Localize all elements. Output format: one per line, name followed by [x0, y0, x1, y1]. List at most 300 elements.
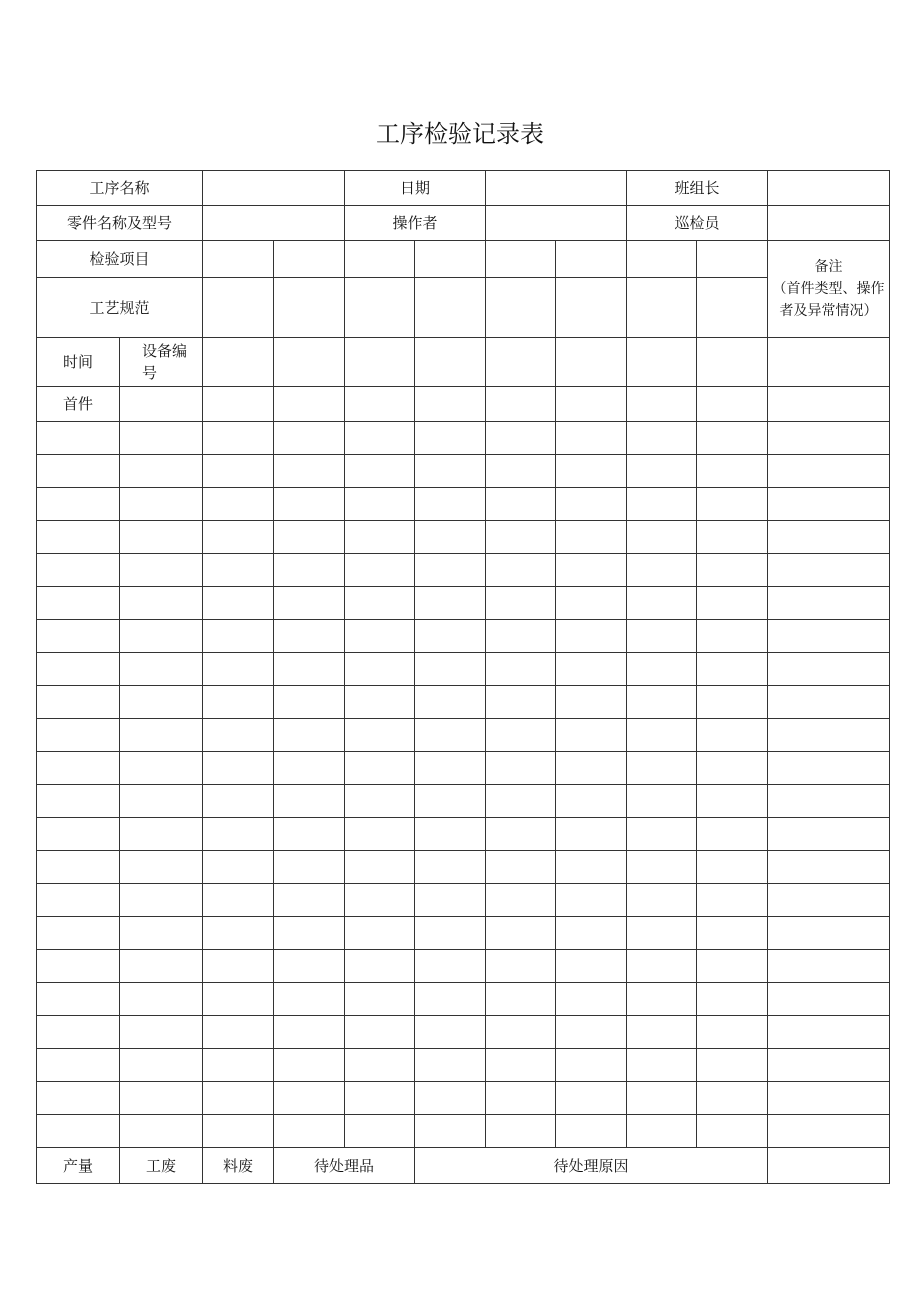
table-cell[interactable] — [556, 851, 627, 884]
team-leader-field[interactable] — [768, 171, 890, 206]
table-cell[interactable] — [120, 521, 203, 554]
footer-blank-cell[interactable] — [768, 1148, 890, 1184]
table-cell[interactable] — [697, 950, 768, 983]
table-cell[interactable] — [415, 422, 486, 455]
inspector-label: 巡检员 — [627, 206, 768, 241]
table-cell[interactable] — [415, 1115, 486, 1148]
table-cell[interactable] — [37, 1049, 120, 1082]
table-cell[interactable] — [203, 785, 274, 818]
time-equipment-row — [37, 338, 890, 387]
process-spec-cell[interactable] — [556, 278, 627, 338]
table-cell[interactable] — [697, 917, 768, 950]
table-cell[interactable] — [37, 1082, 120, 1115]
inspection-item-row — [37, 241, 890, 278]
table-cell[interactable] — [203, 884, 274, 917]
table-cell[interactable] — [768, 455, 890, 488]
table-cell[interactable] — [556, 620, 627, 653]
table-cell[interactable] — [486, 1115, 556, 1148]
inspection-item-cell[interactable] — [627, 241, 697, 278]
table-cell[interactable] — [37, 587, 120, 620]
table-cell[interactable] — [37, 554, 120, 587]
inspection-item-cell[interactable] — [556, 241, 627, 278]
table-cell[interactable] — [486, 422, 556, 455]
table-cell[interactable] — [274, 554, 345, 587]
table-cell[interactable] — [274, 950, 345, 983]
table-cell[interactable] — [768, 1049, 890, 1082]
table-cell[interactable] — [37, 422, 120, 455]
table-cell[interactable] — [768, 554, 890, 587]
table-cell[interactable] — [120, 983, 203, 1016]
date-field[interactable] — [486, 171, 627, 206]
table-cell[interactable] — [697, 620, 768, 653]
table-cell[interactable] — [627, 338, 697, 387]
table-cell[interactable] — [556, 983, 627, 1016]
table-cell[interactable] — [697, 686, 768, 719]
table-cell[interactable] — [274, 1115, 345, 1148]
table-cell[interactable] — [203, 554, 274, 587]
table-cell[interactable] — [697, 653, 768, 686]
table-cell[interactable] — [120, 719, 203, 752]
table-cell[interactable] — [274, 1082, 345, 1115]
table-cell[interactable] — [768, 917, 890, 950]
table-cell[interactable] — [556, 455, 627, 488]
table-cell[interactable] — [274, 818, 345, 851]
table-cell[interactable] — [203, 950, 274, 983]
table-cell[interactable] — [697, 587, 768, 620]
table-cell[interactable] — [627, 884, 697, 917]
table-cell[interactable] — [274, 338, 345, 387]
table-cell[interactable] — [203, 851, 274, 884]
table-cell[interactable] — [415, 554, 486, 587]
table-cell[interactable] — [486, 950, 556, 983]
table-cell[interactable] — [120, 653, 203, 686]
table-cell[interactable] — [120, 917, 203, 950]
table-cell[interactable] — [768, 521, 890, 554]
table-cell[interactable] — [120, 587, 203, 620]
process-spec-row — [37, 278, 890, 338]
inspection-item-label: 检验项目 — [37, 241, 203, 278]
table-cell[interactable] — [627, 587, 697, 620]
table-cell[interactable] — [415, 884, 486, 917]
table-cell[interactable] — [345, 752, 415, 785]
table-cell[interactable] — [486, 686, 556, 719]
table-cell[interactable] — [37, 1115, 120, 1148]
table-cell[interactable] — [203, 983, 274, 1016]
table-cell[interactable] — [627, 488, 697, 521]
table-cell[interactable] — [415, 387, 486, 422]
table-cell[interactable] — [556, 1115, 627, 1148]
table-cell[interactable] — [345, 1115, 415, 1148]
table-cell[interactable] — [345, 884, 415, 917]
inspection-item-cell[interactable] — [345, 241, 415, 278]
table-cell[interactable] — [203, 818, 274, 851]
table-cell[interactable] — [768, 653, 890, 686]
table-cell[interactable] — [345, 488, 415, 521]
process-name-field[interactable] — [203, 171, 345, 206]
record-row — [37, 587, 890, 620]
table-cell[interactable] — [274, 422, 345, 455]
table-cell[interactable] — [768, 950, 890, 983]
table-cell[interactable] — [345, 1082, 415, 1115]
table-cell[interactable] — [345, 785, 415, 818]
table-cell[interactable] — [486, 387, 556, 422]
table-cell[interactable] — [486, 917, 556, 950]
table-cell[interactable] — [274, 983, 345, 1016]
table-cell[interactable] — [37, 818, 120, 851]
table-cell[interactable] — [556, 554, 627, 587]
process-spec-cell[interactable] — [274, 278, 345, 338]
table-cell[interactable] — [556, 422, 627, 455]
table-cell[interactable] — [486, 752, 556, 785]
table-cell[interactable] — [203, 917, 274, 950]
table-cell[interactable] — [486, 1049, 556, 1082]
table-cell[interactable] — [274, 488, 345, 521]
table-cell[interactable] — [274, 884, 345, 917]
table-cell[interactable] — [37, 983, 120, 1016]
table-cell[interactable] — [627, 983, 697, 1016]
table-cell[interactable] — [768, 785, 890, 818]
table-cell[interactable] — [120, 422, 203, 455]
table-cell[interactable] — [37, 653, 120, 686]
table-cell[interactable] — [274, 387, 345, 422]
inspection-item-cell[interactable] — [415, 241, 486, 278]
table-cell[interactable] — [697, 1115, 768, 1148]
table-cell[interactable] — [627, 455, 697, 488]
table-cell[interactable] — [274, 719, 345, 752]
table-cell[interactable] — [415, 1082, 486, 1115]
table-cell[interactable] — [627, 818, 697, 851]
table-cell[interactable] — [486, 554, 556, 587]
table-cell[interactable] — [486, 620, 556, 653]
table-cell[interactable] — [203, 521, 274, 554]
table-cell[interactable] — [627, 1082, 697, 1115]
table-cell[interactable] — [274, 1049, 345, 1082]
table-cell[interactable] — [274, 521, 345, 554]
table-cell[interactable] — [556, 587, 627, 620]
table-cell[interactable] — [345, 422, 415, 455]
table-cell[interactable] — [415, 1016, 486, 1049]
table-cell[interactable] — [274, 620, 345, 653]
table-cell[interactable] — [627, 521, 697, 554]
table-cell[interactable] — [768, 1082, 890, 1115]
table-cell[interactable] — [768, 983, 890, 1016]
table-cell[interactable] — [37, 950, 120, 983]
table-cell[interactable] — [415, 950, 486, 983]
table-cell[interactable] — [556, 950, 627, 983]
table-cell[interactable] — [120, 785, 203, 818]
operator-field[interactable] — [486, 206, 627, 241]
table-cell[interactable] — [203, 653, 274, 686]
table-cell[interactable] — [120, 1016, 203, 1049]
table-cell[interactable] — [486, 521, 556, 554]
table-cell[interactable] — [627, 917, 697, 950]
table-cell[interactable] — [627, 1115, 697, 1148]
table-cell[interactable] — [120, 884, 203, 917]
table-cell[interactable] — [627, 1016, 697, 1049]
table-cell[interactable] — [415, 1049, 486, 1082]
table-cell[interactable] — [37, 719, 120, 752]
table-cell[interactable] — [415, 917, 486, 950]
table-cell[interactable] — [274, 653, 345, 686]
table-cell[interactable] — [768, 686, 890, 719]
table-cell[interactable] — [697, 1049, 768, 1082]
table-cell[interactable] — [768, 338, 890, 387]
table-cell[interactable] — [415, 488, 486, 521]
table-cell[interactable] — [556, 338, 627, 387]
table-cell[interactable] — [203, 587, 274, 620]
table-cell[interactable] — [697, 521, 768, 554]
table-cell[interactable] — [627, 620, 697, 653]
table-cell[interactable] — [627, 554, 697, 587]
table-cell[interactable] — [697, 338, 768, 387]
table-cell[interactable] — [627, 387, 697, 422]
table-cell[interactable] — [486, 1016, 556, 1049]
table-cell[interactable] — [345, 917, 415, 950]
table-cell[interactable] — [274, 455, 345, 488]
table-cell[interactable] — [37, 752, 120, 785]
table-cell[interactable] — [37, 488, 120, 521]
table-cell[interactable] — [203, 1049, 274, 1082]
table-cell[interactable] — [37, 1016, 120, 1049]
table-cell[interactable] — [345, 387, 415, 422]
table-cell[interactable] — [345, 1016, 415, 1049]
table-cell[interactable] — [697, 785, 768, 818]
table-cell[interactable] — [415, 521, 486, 554]
table-cell[interactable] — [345, 521, 415, 554]
table-cell[interactable] — [203, 752, 274, 785]
table-cell[interactable] — [415, 338, 486, 387]
table-cell[interactable] — [415, 752, 486, 785]
table-cell[interactable] — [556, 719, 627, 752]
table-cell[interactable] — [556, 1016, 627, 1049]
table-cell[interactable] — [486, 488, 556, 521]
table-cell[interactable] — [627, 851, 697, 884]
table-cell[interactable] — [37, 785, 120, 818]
record-row — [37, 1082, 890, 1115]
table-cell[interactable] — [345, 587, 415, 620]
table-cell[interactable] — [556, 488, 627, 521]
table-cell[interactable] — [203, 1115, 274, 1148]
table-cell[interactable] — [120, 950, 203, 983]
inspection-item-cell[interactable] — [203, 241, 274, 278]
first-piece-label: 首件 — [37, 387, 120, 422]
table-cell[interactable] — [768, 719, 890, 752]
table-cell[interactable] — [697, 455, 768, 488]
table-cell[interactable] — [203, 620, 274, 653]
table-cell[interactable] — [415, 587, 486, 620]
table-cell[interactable] — [415, 455, 486, 488]
equipment-no-label: 设备编号 — [120, 338, 203, 387]
inspection-item-cell[interactable] — [697, 241, 768, 278]
table-cell[interactable] — [345, 719, 415, 752]
header-row-1 — [37, 171, 890, 206]
table-cell[interactable] — [556, 653, 627, 686]
table-cell[interactable] — [486, 818, 556, 851]
process-spec-cell[interactable] — [415, 278, 486, 338]
table-cell[interactable] — [274, 587, 345, 620]
table-cell[interactable] — [697, 752, 768, 785]
table-cell[interactable] — [556, 884, 627, 917]
table-cell[interactable] — [37, 917, 120, 950]
table-cell[interactable] — [203, 422, 274, 455]
table-cell[interactable] — [274, 785, 345, 818]
table-cell[interactable] — [697, 488, 768, 521]
table-cell[interactable] — [274, 752, 345, 785]
table-cell[interactable] — [345, 851, 415, 884]
table-cell[interactable] — [415, 983, 486, 1016]
table-cell[interactable] — [203, 1082, 274, 1115]
table-cell[interactable] — [415, 686, 486, 719]
table-cell[interactable] — [768, 884, 890, 917]
table-cell[interactable] — [556, 752, 627, 785]
table-cell[interactable] — [697, 554, 768, 587]
process-spec-cell[interactable] — [486, 278, 556, 338]
table-cell[interactable] — [486, 785, 556, 818]
table-cell[interactable] — [120, 1115, 203, 1148]
table-cell[interactable] — [768, 752, 890, 785]
table-cell[interactable] — [120, 554, 203, 587]
table-cell[interactable] — [120, 620, 203, 653]
table-cell[interactable] — [486, 719, 556, 752]
inspection-item-cell[interactable] — [274, 241, 345, 278]
table-cell[interactable] — [627, 950, 697, 983]
table-cell[interactable] — [768, 587, 890, 620]
table-cell[interactable] — [274, 1016, 345, 1049]
table-cell[interactable] — [768, 620, 890, 653]
table-cell[interactable] — [627, 785, 697, 818]
table-cell[interactable] — [486, 884, 556, 917]
table-cell[interactable] — [556, 1049, 627, 1082]
table-cell[interactable] — [697, 1016, 768, 1049]
table-cell[interactable] — [345, 620, 415, 653]
table-cell[interactable] — [627, 686, 697, 719]
table-cell[interactable] — [37, 686, 120, 719]
first-piece-row — [37, 387, 890, 422]
table-cell[interactable] — [120, 1082, 203, 1115]
table-cell[interactable] — [120, 686, 203, 719]
table-cell[interactable] — [486, 653, 556, 686]
table-cell[interactable] — [697, 719, 768, 752]
record-row — [37, 422, 890, 455]
inspector-field[interactable] — [768, 206, 890, 241]
table-cell[interactable] — [486, 455, 556, 488]
table-cell[interactable] — [274, 686, 345, 719]
table-cell[interactable] — [203, 387, 274, 422]
table-cell[interactable] — [37, 884, 120, 917]
table-cell[interactable] — [486, 587, 556, 620]
table-cell[interactable] — [274, 917, 345, 950]
table-cell[interactable] — [120, 1049, 203, 1082]
table-cell[interactable] — [556, 917, 627, 950]
table-cell[interactable] — [37, 620, 120, 653]
table-cell[interactable] — [345, 818, 415, 851]
table-cell[interactable] — [345, 338, 415, 387]
table-cell[interactable] — [37, 521, 120, 554]
table-cell[interactable] — [415, 785, 486, 818]
table-cell[interactable] — [768, 422, 890, 455]
part-name-field[interactable] — [203, 206, 345, 241]
table-cell[interactable] — [768, 851, 890, 884]
table-cell[interactable] — [415, 653, 486, 686]
record-row — [37, 1049, 890, 1082]
table-cell[interactable] — [768, 488, 890, 521]
table-cell[interactable] — [627, 653, 697, 686]
table-cell[interactable] — [768, 1115, 890, 1148]
inspection-record-table — [36, 170, 890, 1184]
table-cell[interactable] — [203, 455, 274, 488]
table-cell[interactable] — [697, 422, 768, 455]
table-cell[interactable] — [120, 455, 203, 488]
table-cell[interactable] — [203, 719, 274, 752]
record-row — [37, 653, 890, 686]
table-cell[interactable] — [697, 983, 768, 1016]
table-cell[interactable] — [120, 851, 203, 884]
table-cell[interactable] — [486, 338, 556, 387]
table-cell[interactable] — [203, 686, 274, 719]
table-cell[interactable] — [120, 752, 203, 785]
table-cell[interactable] — [697, 818, 768, 851]
table-cell[interactable] — [203, 488, 274, 521]
table-cell[interactable] — [697, 387, 768, 422]
table-cell[interactable] — [37, 851, 120, 884]
table-cell[interactable] — [556, 785, 627, 818]
table-cell[interactable] — [345, 554, 415, 587]
table-cell[interactable] — [203, 1016, 274, 1049]
table-cell[interactable] — [697, 1082, 768, 1115]
table-cell[interactable] — [768, 387, 890, 422]
table-cell[interactable] — [120, 387, 203, 422]
table-cell[interactable] — [120, 488, 203, 521]
record-row — [37, 884, 890, 917]
table-cell[interactable] — [345, 686, 415, 719]
table-cell[interactable] — [486, 1082, 556, 1115]
table-cell[interactable] — [556, 818, 627, 851]
table-cell[interactable] — [768, 818, 890, 851]
table-cell[interactable] — [556, 387, 627, 422]
table-cell[interactable] — [556, 521, 627, 554]
process-spec-cell[interactable] — [203, 278, 274, 338]
table-cell[interactable] — [697, 851, 768, 884]
process-spec-cell[interactable] — [697, 278, 768, 338]
table-cell[interactable] — [697, 884, 768, 917]
table-cell[interactable] — [415, 620, 486, 653]
table-cell[interactable] — [768, 1016, 890, 1049]
table-cell[interactable] — [345, 983, 415, 1016]
table-cell[interactable] — [486, 983, 556, 1016]
table-cell[interactable] — [37, 455, 120, 488]
table-cell[interactable] — [627, 1049, 697, 1082]
table-cell[interactable] — [556, 1082, 627, 1115]
table-cell[interactable] — [627, 752, 697, 785]
table-cell[interactable] — [415, 719, 486, 752]
table-cell[interactable] — [627, 422, 697, 455]
table-cell[interactable] — [274, 851, 345, 884]
table-cell[interactable] — [345, 950, 415, 983]
table-cell[interactable] — [345, 1049, 415, 1082]
table-cell[interactable] — [486, 851, 556, 884]
table-cell[interactable] — [345, 653, 415, 686]
table-cell[interactable] — [627, 719, 697, 752]
table-cell[interactable] — [415, 818, 486, 851]
process-spec-cell[interactable] — [627, 278, 697, 338]
inspection-item-cell[interactable] — [486, 241, 556, 278]
table-cell[interactable] — [203, 338, 274, 387]
table-cell[interactable] — [556, 686, 627, 719]
table-cell[interactable] — [415, 851, 486, 884]
table-cell[interactable] — [345, 455, 415, 488]
table-cell[interactable] — [120, 818, 203, 851]
process-spec-cell[interactable] — [345, 278, 415, 338]
